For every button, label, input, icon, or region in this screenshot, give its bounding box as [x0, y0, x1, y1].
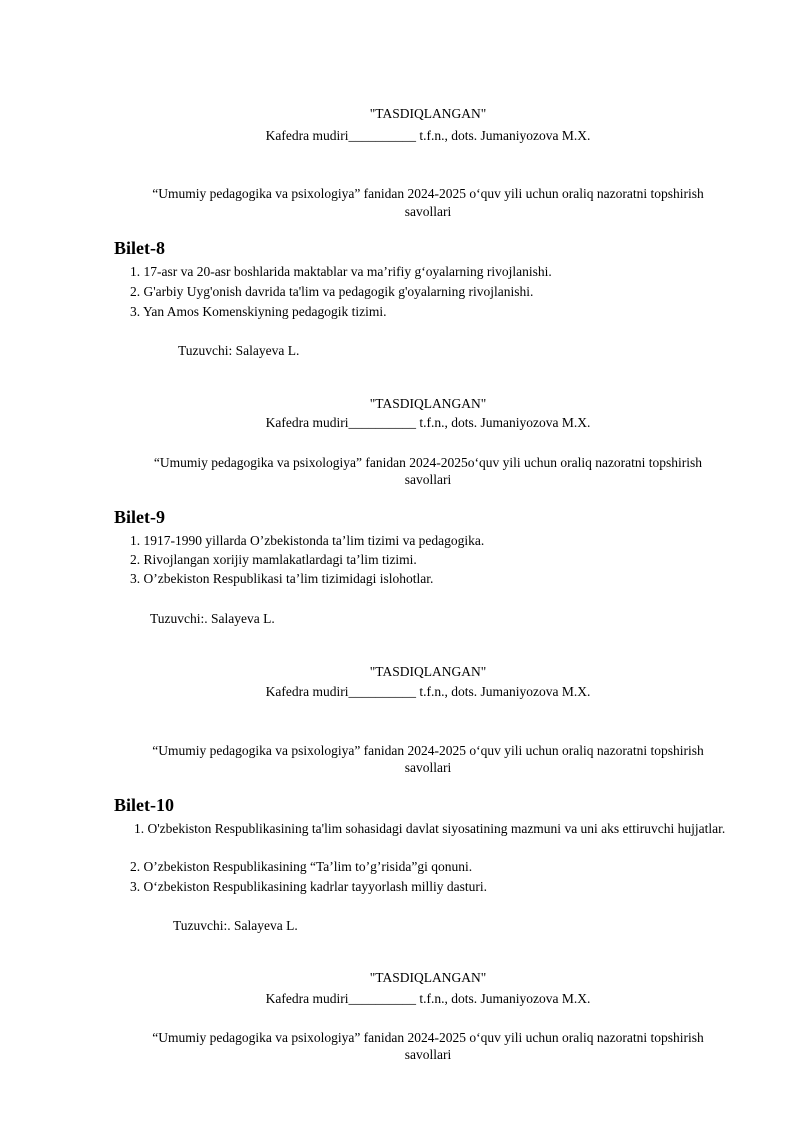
question-item: 1. 17-asr va 20-asr boshlarida maktablar va ma’rifiy g‘oyalarning rivojlanishi.: [130, 264, 552, 279]
author-line: Tuzuvchi:. Salayeva L.: [173, 918, 298, 933]
department-head-line: Kafedra mudiri__________ t.f.n., dots. Jumaniyozova M.X.: [265, 415, 591, 430]
subject-title: “Umumiy pedagogika va psixologiya” fanidan 2024-2025 o‘quv yili uchun oraliq nazoratni topshirish: [152, 743, 704, 758]
question-item: 2. G'arbiy Uyg'onish davrida ta'lim va pedagogik g'oyalarning rivojlanishi.: [130, 284, 534, 299]
approval-stamp: "TASDIQLANGAN": [369, 396, 487, 411]
question-item: 1. 1917-1990 yillarda O’zbekistonda ta’lim tizimi va pedagogika.: [130, 533, 485, 548]
subject-title-cont: savollari: [404, 1047, 452, 1062]
author-line: Tuzuvchi:. Salayeva L.: [150, 611, 275, 626]
department-head-line: Kafedra mudiri__________ t.f.n., dots. Jumaniyozova M.X.: [265, 991, 591, 1006]
approval-stamp: "TASDIQLANGAN": [369, 106, 487, 121]
subject-title-cont: savollari: [404, 760, 452, 775]
approval-stamp: "TASDIQLANGAN": [369, 970, 487, 985]
question-item: 3. O’zbekiston Respublikasi ta’lim tizimidagi islohotlar.: [130, 571, 434, 586]
subject-title: “Umumiy pedagogika va psixologiya” fanidan 2024-2025 o‘quv yili uchun oraliq nazoratni topshirish: [152, 1030, 704, 1045]
question-item: 3. Yan Amos Komenskiyning pedagogik tizimi.: [130, 304, 387, 319]
subject-title-cont: savollari: [404, 472, 452, 487]
approval-stamp: "TASDIQLANGAN": [369, 664, 487, 679]
ticket-title: Bilet-8: [114, 238, 165, 258]
author-line: Tuzuvchi: Salayeva L.: [178, 343, 300, 358]
department-head-line: Kafedra mudiri__________ t.f.n., dots. Jumaniyozova M.X.: [265, 684, 591, 699]
question-item: 3. O‘zbekiston Respublikasining kadrlar tayyorlash milliy dasturi.: [130, 879, 487, 894]
subject-title: “Umumiy pedagogika va psixologiya” fanidan 2024-2025o‘quv yili uchun oraliq nazoratni topshirish: [153, 455, 703, 470]
question-item: 2. O’zbekiston Respublikasining “Ta’lim to’g’risida”gi qonuni.: [130, 859, 473, 874]
subject-title-cont: savollari: [404, 204, 452, 219]
question-item: 1. O'zbekiston Respublikasining ta'lim sohasidagi davlat siyosatining mazmuni va uni aks ettiruvchi hujjatlar.: [134, 821, 726, 836]
department-head-line: Kafedra mudiri__________ t.f.n., dots. Jumaniyozova M.X.: [265, 128, 591, 143]
question-item: 2. Rivojlangan xorijiy mamlakatlardagi ta’lim tizimi.: [130, 552, 417, 567]
ticket-title: Bilet-9: [114, 507, 165, 527]
subject-title: “Umumiy pedagogika va psixologiya” fanidan 2024-2025 o‘quv yili uchun oraliq nazoratni topshirish: [152, 186, 704, 201]
ticket-title: Bilet-10: [114, 795, 174, 815]
